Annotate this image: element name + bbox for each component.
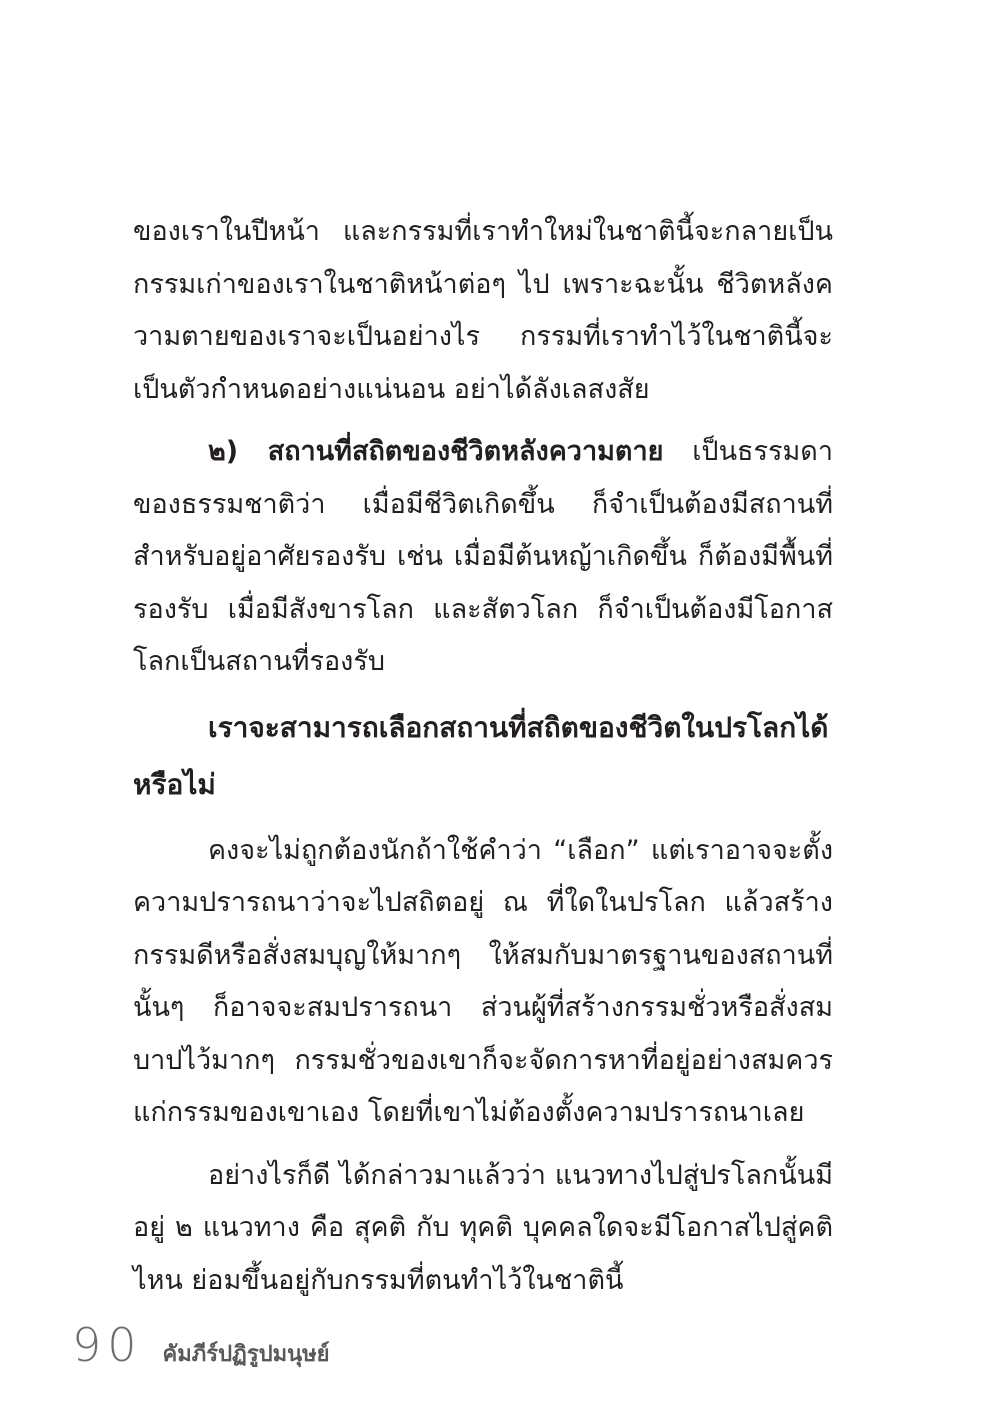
paragraph-conclusion: อย่างไรก็ดี ได้กล่าวมาแล้วว่า แนวทางไปสู่ปรโลกนั้นมีอยู่ ๒ แนวทาง คือ สุคติ กับ ทุคติ บุคคลใดจะมีโอกาสไปสู่คติไหน ย่อมขึ้นอยู่กับกรรมที่ตนทำไว้ในชาตินี้	[133, 1159, 833, 1296]
paragraph-continuation: ของเราในปีหน้า และกรรมที่เราทำใหม่ในชาตินี้จะกลายเป็นกรรมเก่าของเราในชาติหน้าต่อๆ ไป เพราะฉะนั้น ชีวิตหลังความตายของเราจะเป็นอย่างไร กรรมที่เราทำไว้ในชาตินี้จะเป็นตัวกำหนดอย่างแน่นอน อย่าได้ลังเลสงสัย	[133, 216, 833, 405]
section-2-heading: ๒) สถานที่สถิตของชีวิตหลังความตาย	[208, 436, 664, 467]
section-2-text: เป็นธรรมดาของธรรมชาติว่า เมื่อมีชีวิตเกิดขึ้น ก็จำเป็นต้องมีสถานที่สำหรับอยู่อาศัยรองรับ เช่น เมื่อมีต้นหญ้าเกิดขึ้น ก็ต้องมีพื้นที่รองรับ เมื่อมีสังขารโลก และสัตวโลก ก็จำเป็นต้องมีโอกาสโลกเป็นสถานที่รองรับ	[133, 436, 834, 677]
body-text	[133, 206, 833, 1307]
book-title: คัมภีร์ปฏิรูปมนุษย์	[162, 1342, 330, 1367]
page-number: 90	[72, 1318, 143, 1372]
paragraph-section-2	[133, 426, 833, 689]
question-heading: เราจะสามารถเลือกสถานที่สถิตของชีวิตในปรโลกได้หรือไม่	[133, 710, 829, 801]
paragraph-answer: คงจะไม่ถูกต้องนักถ้าใช้คำว่า “เลือก” แต่เราอาจจะตั้งความปรารถนาว่าจะไปสถิตอยู่ ณ ที่ใดในปรโลก แล้วสร้างกรรมดีหรือสั่งสมบุญให้มากๆ ให้สมกับมาตรฐานของสถานที่นั้นๆ ก็อาจจะสมปรารถนา ส่วนผู้ที่สร้างกรรมชั่วหรือสั่งสมบาปไว้มากๆ กรรมชั่วของเขาก็จะจัดการหาที่อยู่อย่างสมควรแก่กรรมของเขาเอง โดยที่เขาไม่ต้องตั้งความปรารถนาเลย	[133, 834, 833, 1128]
page-footer	[72, 1318, 330, 1372]
